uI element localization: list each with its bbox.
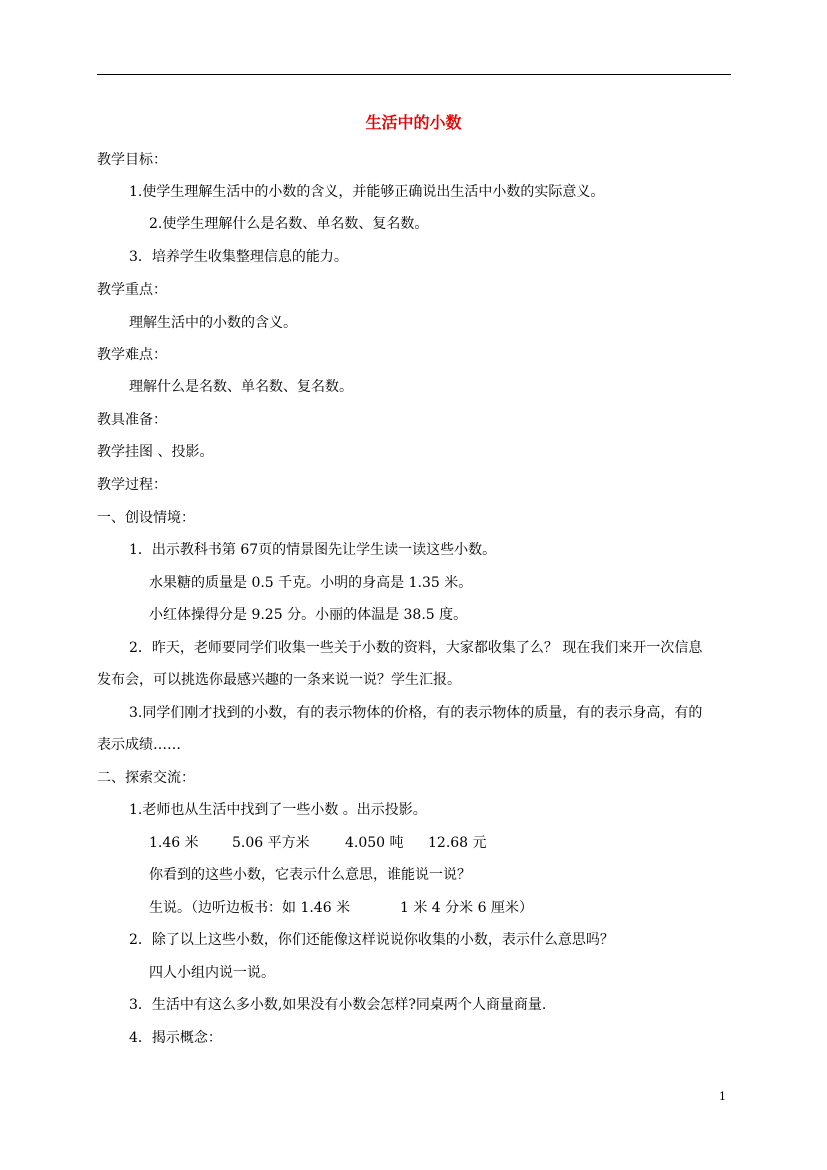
difficulty-heading: 教学难点： (97, 347, 167, 363)
goal-2: 2.使学生理解什么是名数、单名数、复名数。 (149, 216, 429, 232)
part2-item-1: 1.老师也从生活中找到了一些小数 。出示投影。 (129, 802, 427, 818)
tools-heading: 教具准备： (97, 412, 167, 428)
part1-item-3-line-a: 3.同学们刚才找到的小数，有的表示物体的价格，有的表示物体的质量，有的表示身高，有的 (129, 705, 703, 721)
part1-item-2-line-b: 发布会，可以挑选你最感兴趣的一条来说一说？学生汇报。 (97, 672, 461, 688)
part2-answer-a: 生说。（边听边板书：如 1.46 米 (149, 900, 351, 916)
example-value: 5.06 平方米 (232, 835, 310, 851)
example-value: 4.050 吨 (345, 835, 404, 851)
key-text: 理解生活中的小数的含义。 (129, 315, 297, 331)
part1-item-1-line-2: 小红体操得分是 9.25 分。小丽的体温是 38.5 度。 (149, 607, 468, 623)
example-value: 1.46 米 (149, 835, 199, 851)
example-value: 12.68 元 (428, 835, 487, 851)
part2-heading: 二、探索交流： (97, 770, 195, 786)
part1-item-3-line-b: 表示成绩…… (97, 737, 181, 753)
part1-heading: 一、创设情境： (97, 510, 195, 526)
key-heading: 教学重点： (97, 282, 167, 298)
page-number: 1 (719, 1090, 726, 1103)
part2-item-2: 2．除了以上这些小数，你们还能像这样说说你收集的小数，表示什么意思吗？ (129, 932, 614, 948)
part1-item-1-line-1: 水果糖的质量是 0.5 千克。小明的身高是 1.35 米。 (149, 575, 473, 591)
tools-text: 教学挂图 、投影。 (97, 444, 214, 460)
process-heading: 教学过程： (97, 477, 167, 493)
difficulty-text: 理解什么是名数、单名数、复名数。 (129, 379, 353, 395)
goal-1: 1.使学生理解生活中的小数的含义，并能够正确说出生活中小数的实际意义。 (129, 184, 605, 200)
part2-question: 你看到的这些小数，它表示什么意思，谁能说一说？ (149, 867, 471, 883)
header-rule (97, 74, 731, 75)
part2-answer-b: 1 米 4 分米 6 厘米） (400, 900, 533, 916)
goal-3: 3．培养学生收集整理信息的能力。 (129, 249, 348, 265)
part1-item-1: 1．出示教科书第 67页的情景图先让学生读一读这些小数。 (129, 542, 497, 558)
goals-heading: 教学目标： (97, 152, 167, 168)
part2-item-4: 4．揭示概念： (129, 1030, 222, 1046)
part2-item-3: 3．生活中有这么多小数,如果没有小数会怎样?同桌两个人商量商量. (129, 997, 547, 1013)
document-title: 生活中的小数 (365, 113, 462, 132)
part2-item-2-sub: 四人小组内说一说。 (149, 965, 275, 981)
part1-item-2-line-a: 2．昨天，老师要同学们收集一些关于小数的资料，大家都收集了么？ 现在我们来开一次信息 (129, 640, 703, 656)
